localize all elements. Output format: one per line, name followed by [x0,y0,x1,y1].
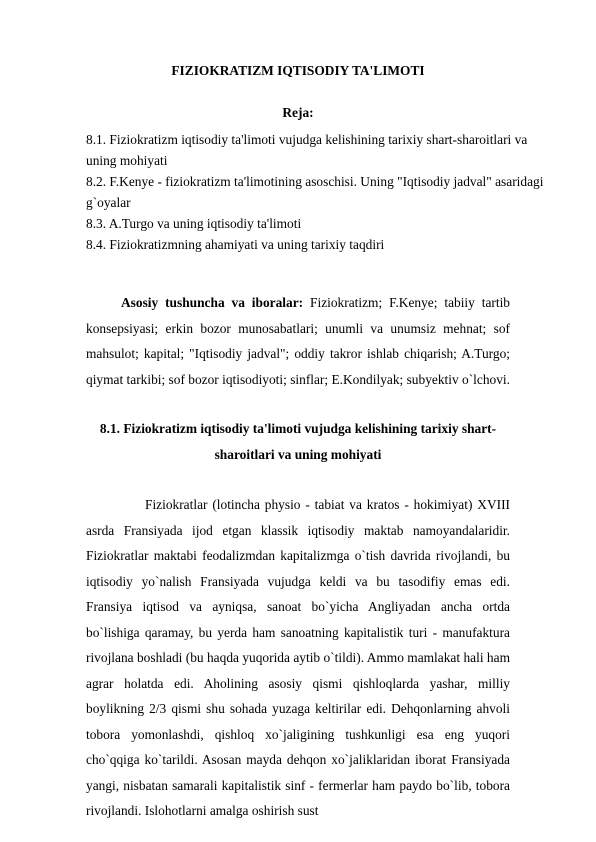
key-concepts-paragraph [86,290,510,392]
plan-item: 8.2. F.Kenye - fiziokratizm ta'limotining asoschisi. Uning "Iqtisodiy jadval" asaridagi g`oyalar [86,174,544,210]
key-concepts-list: Fiziokratizm; F.Kenye; tabiiy tartib konsepsiyasi; erkin bozor munosabatlari; unumli va unumsiz mehnat; sof mahsulot; kapital; "Iqtisodiy jadval"; oddiy takror ishlab chiqarish; A.Turgo; qiymat tarkibi; sof bozor iqtisodiyoti; sinflar; E.Kondilyak; subyektiv o`lchovi. [86,295,510,387]
document-title: FIZIOKRATIZM IQTISODIY TA'LIMOTI [171,63,425,78]
section-heading: 8.1. Fiziokratizm iqtisodiy ta'limoti vujudga kelishining tarixiy shart-sharoitlari va uning mohiyati [99,421,497,462]
body-paragraph: Fiziokratlar (lotincha physio - tabiat va kratos - hokimiyat) XVIII asrda Fransiyada ijod etgan klassik iqtisodiy maktab namoyandalaridir. Fiziokratlar maktabi feodalizmdan kapitalizmga o`tish davrida rivojlandi, bu iqtisodiy yo`nalish Fransiyada vujudga keldi va bu tasodifiy emas edi. Fransiya iqtisod va ayniqsa, sanoat bo`yicha Angliyadan ancha ortda bo`lishiga qaramay, bu yerda ham sanoatning kapitalistik turi - manufaktura rivojlana boshladi (bu haqda yuqorida aytib o`tildi). Ammo mamlakat hali ham agrar holatda edi. Aholining asosiy qismi qishloqlarda yashar, milliy boylikning 2/3 qismi shu sohada yuzaga keltirilar edi. Dehqonlarning ahvoli tobora yomonlashdi, qishloq xo`jaligining tushkunligi esa eng yuqori cho`qqiga ko`tarildi. Asosan mayda dehqon xo`jaliklaridan iborat Fransiyada yangi, nisbatan samarali kapitalistik sinf - fermerlar ham paydo bo`lib, tobora rivojlandi. Islohotlarni amalga oshirish sust [86,497,510,818]
plan-list [86,129,546,255]
plan-item: 8.3. A.Turgo va uning iqtisodiy ta'limoti [86,216,302,231]
plan-item: 8.1. Fiziokratizm iqtisodiy ta'limoti vujudga kelishining tarixiy shart-sharoitlari va uning mohiyati [86,132,528,168]
plan-item: 8.4. Fiziokratizmning ahamiyati va uning tarixiy taqdiri [86,237,385,252]
plan-heading: Reja: [282,105,314,120]
key-concepts-label: Asosiy tushuncha va iboralar: [121,295,304,310]
